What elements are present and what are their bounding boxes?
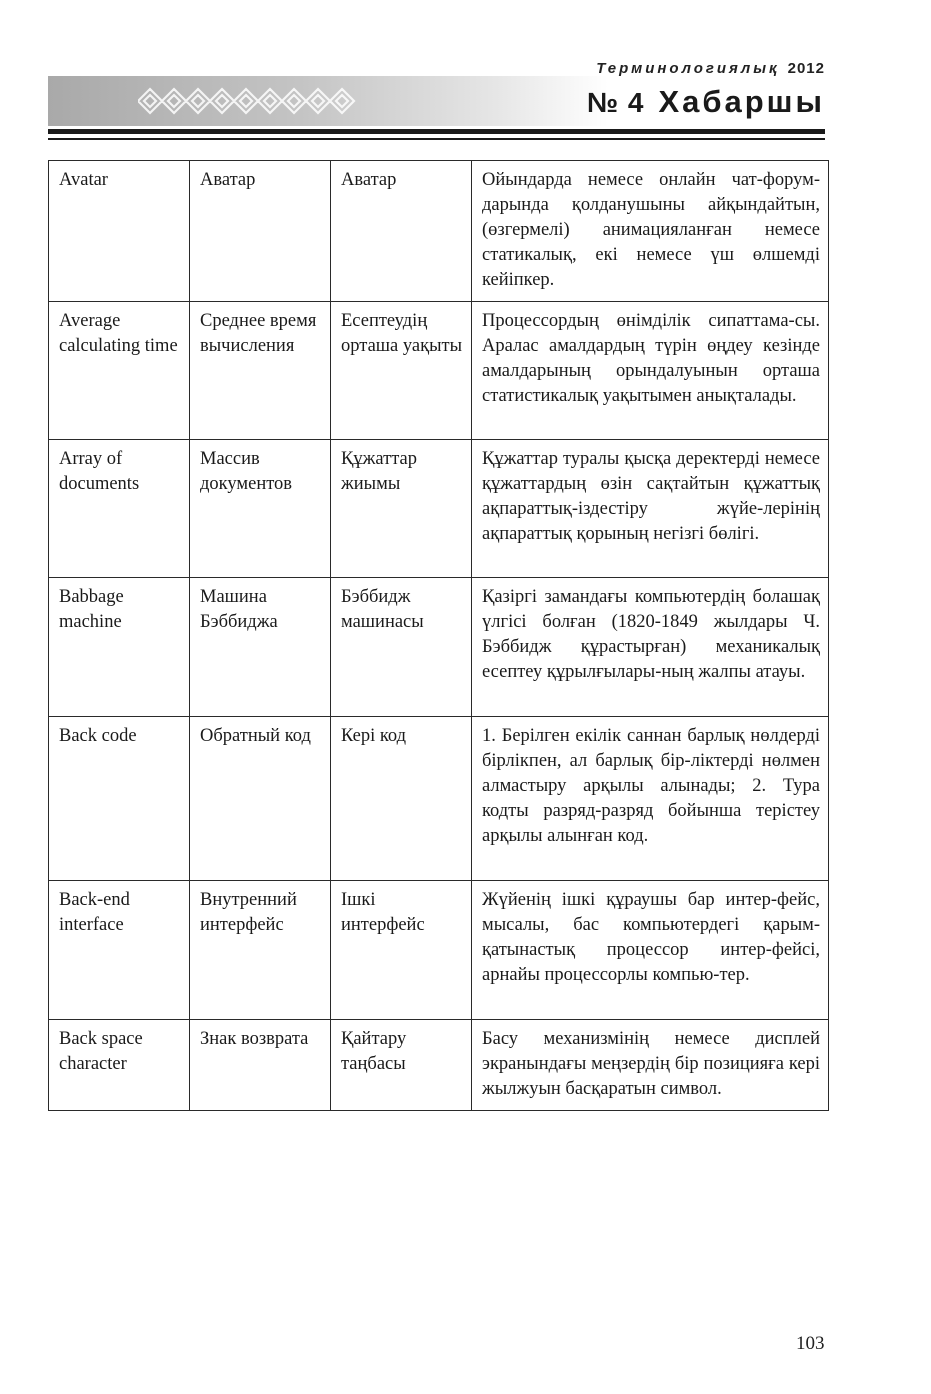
journal-title-line [587, 84, 825, 120]
term-definition: Жүйенің ішкі құраушы бар интер-фейс, мысалы, бас компьютердегі қарым-қатынастық процессор интер-фейсі, арнайы процессорлы компью-тер. [472, 881, 829, 1020]
table-row [49, 440, 829, 578]
term-english: Back code [49, 717, 190, 881]
issue-number: № 4 [586, 87, 645, 118]
table-row [49, 717, 829, 881]
term-kazakh: Құжаттар жиымы [331, 440, 472, 578]
ornament-banner [48, 76, 608, 126]
table-row [49, 578, 829, 717]
journal-header [0, 0, 931, 150]
term-definition: Процессордың өнімділік сипаттама-сы. Аралас амалдардың түрін өңдеу кезінде амалдарының орындалуынын орташа статистикалық уақытымен анықталады. [472, 302, 829, 440]
term-english: Back-end interface [49, 881, 190, 1020]
table-row [49, 881, 829, 1020]
term-russian: Массив документов [190, 440, 331, 578]
term-definition: Құжаттар туралы қысқа деректерді немесе құжаттардың өзін сақтайтын құжаттық ақпараттық-іздестіру жүйе-лерінің ақпараттық қорының негізгі бөлігі. [472, 440, 829, 578]
term-kazakh: Кері код [331, 717, 472, 881]
journal-subtitle: Терминологиялық [596, 60, 780, 77]
term-kazakh: Есептеудің орташа уақыты [331, 302, 472, 440]
term-english: Array of documents [49, 440, 190, 578]
term-russian: Знак возврата [190, 1020, 331, 1111]
term-kazakh: Ішкі интерфейс [331, 881, 472, 1020]
glossary-table [48, 160, 829, 1111]
term-russian: Внутренний интерфейс [190, 881, 331, 1020]
term-kazakh: Бэббидж машинасы [331, 578, 472, 717]
term-english: Babbage machine [49, 578, 190, 717]
header-rule-thick [48, 129, 825, 134]
term-definition: Қазіргі замандағы компьютердің болашақ үлгісі болған (1820-1849 жылдары Ч. Бэббидж құрастырған) механикалық есептеу құрылғылары-ның жалпы атауы. [472, 578, 829, 717]
journal-title: Хабаршы [658, 84, 825, 119]
table-row [49, 161, 829, 302]
page-number: 103 [796, 1333, 825, 1354]
term-kazakh: Аватар [331, 161, 472, 302]
header-rule-thin [48, 138, 825, 140]
table-row [49, 1020, 829, 1111]
term-russian: Среднее время вычисления [190, 302, 331, 440]
term-definition: 1. Берілген екілік саннан барлық нөлдерді бірлікпен, ал барлық бір-ліктерді нөлмен алмастыру арқылы алынады; 2. Тура кодты разряд-разряд бойынша терістеу арқылы алынған код. [472, 717, 829, 881]
term-english: Avatar [49, 161, 190, 302]
ornament-pattern-icon [138, 82, 378, 120]
journal-subtitle-line [596, 60, 825, 78]
term-russian: Обратный код [190, 717, 331, 881]
term-russian: Аватар [190, 161, 331, 302]
term-english: Back space character [49, 1020, 190, 1111]
journal-year: 2012 [787, 60, 825, 77]
term-definition: Басу механизмінің немесе дисплей экранындағы меңзердің бір позицияға кері жылжуын басқаратын символ. [472, 1020, 829, 1111]
table-row [49, 302, 829, 440]
term-kazakh: Қайтару таңбасы [331, 1020, 472, 1111]
term-russian: Машина Бэббиджа [190, 578, 331, 717]
term-english: Average calculating time [49, 302, 190, 440]
term-definition: Ойындарда немесе онлайн чат-форум-дарында қолданушыны айқындайтын, (өзгермелі) анимацияланған немесе статикалық, екі немесе үш өлшемді кейіпкер. [472, 161, 829, 302]
